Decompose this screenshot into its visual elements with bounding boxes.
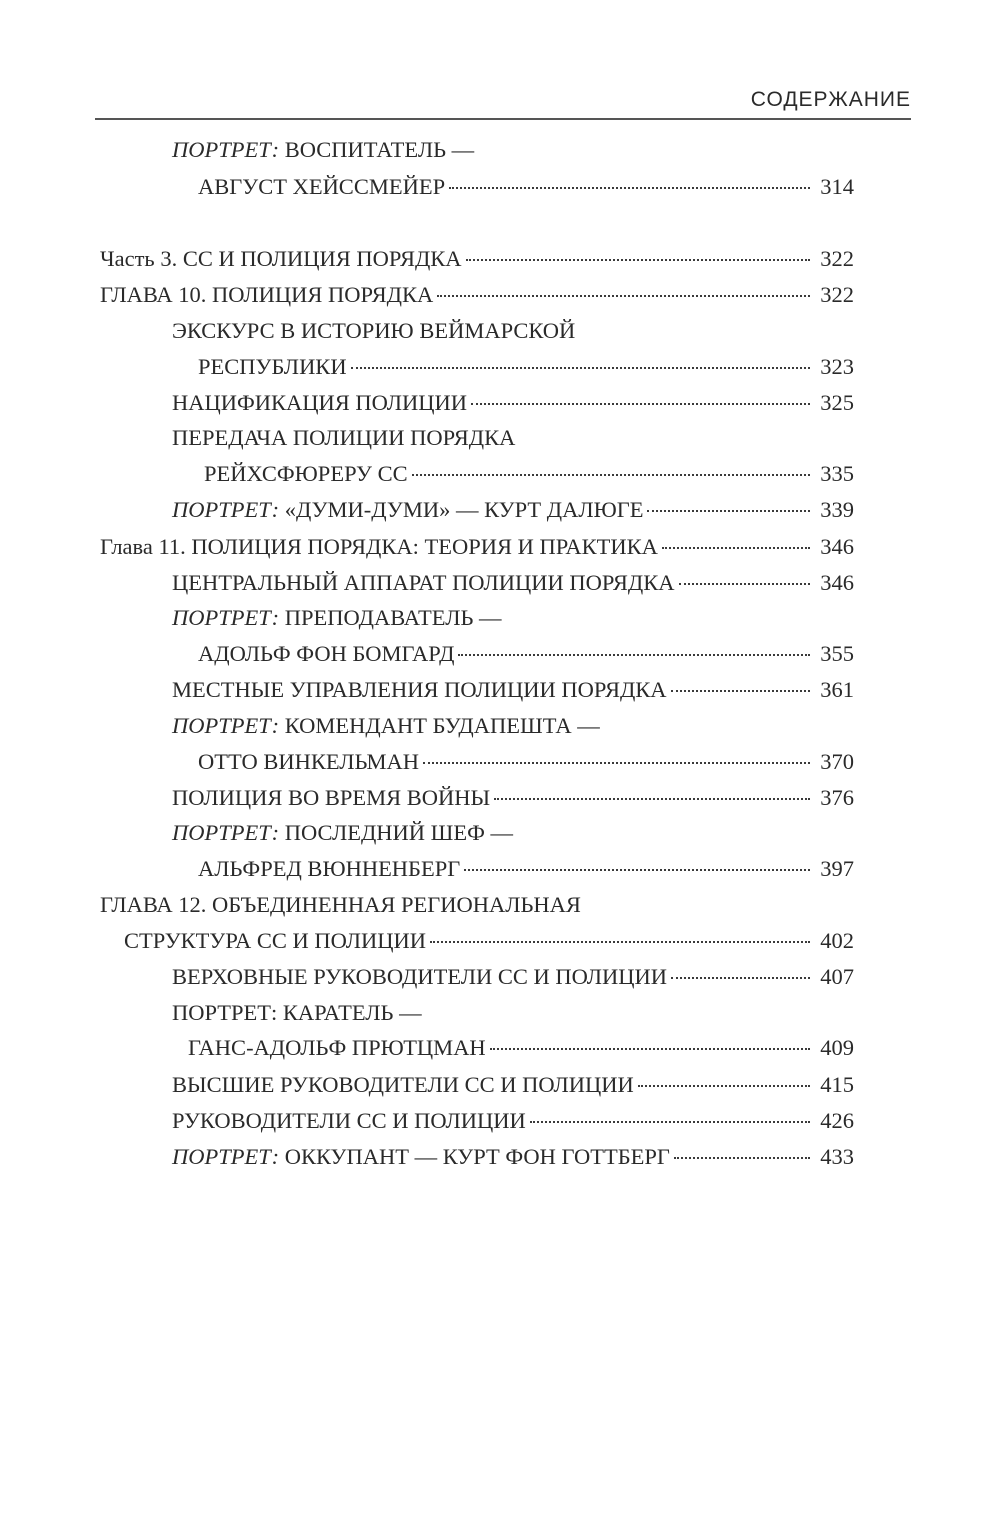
- toc-entry-title: РЕЙХСФЮРЕРУ СС: [204, 461, 408, 486]
- toc-entry: [0, 852, 854, 886]
- toc-entry-text: [124, 924, 426, 958]
- toc-entry-title: АДОЛЬФ ФОН БОМГАРД: [198, 641, 455, 666]
- toc-entry-title: АЛЬФРЕД ВЮННЕНБЕРГ: [198, 856, 461, 881]
- toc-entry-text: [198, 170, 445, 204]
- toc-entry-prefix: ПОРТРЕТ:: [172, 1144, 280, 1169]
- toc-entry-text: [172, 709, 600, 743]
- toc-entry: [0, 601, 854, 635]
- dot-leader: [466, 259, 810, 261]
- toc-entry-title: Глава 11. ПОЛИЦИЯ ПОРЯДКА: ТЕОРИЯ И ПРАКТИКА: [100, 534, 658, 559]
- toc-entry: [0, 673, 854, 707]
- toc-entry: [0, 781, 854, 815]
- dot-leader: [530, 1121, 810, 1123]
- dot-leader: [430, 941, 810, 943]
- toc-entry-text: [198, 745, 419, 779]
- toc-page-number: 415: [820, 1072, 854, 1097]
- toc-page-number: 346: [820, 570, 854, 595]
- toc-entry-text: [172, 421, 515, 455]
- toc-entry: [0, 816, 854, 850]
- toc-entry: [0, 170, 854, 204]
- running-header: СОДЕРЖАНИЕ: [750, 88, 911, 111]
- toc-entry: [0, 1140, 854, 1174]
- toc-entry-title: ПОЛИЦИЯ ВО ВРЕМЯ ВОЙНЫ: [172, 785, 491, 810]
- toc-entry-text: [172, 816, 513, 850]
- toc-entry-text: [172, 996, 422, 1030]
- toc-entry-title: ГЛАВА 12. ОБЪЕДИНЕННАЯ РЕГИОНАЛЬНАЯ: [100, 892, 581, 917]
- toc-entry: [0, 1104, 854, 1138]
- toc-entry-title: ОККУПАНТ — КУРТ ФОН ГОТТБЕРГ: [279, 1144, 670, 1169]
- toc-entry-text: [172, 566, 675, 600]
- toc-entry: [0, 1031, 854, 1065]
- dot-leader: [671, 690, 810, 692]
- toc-entry-text: [172, 133, 474, 167]
- toc-entry-title: ЭКСКУРС В ИСТОРИЮ ВЕЙМАРСКОЙ: [172, 318, 576, 343]
- toc-entry-text: [172, 314, 575, 348]
- dot-leader: [351, 367, 810, 369]
- toc-page-number: 376: [820, 785, 854, 810]
- toc-page-number: 361: [820, 677, 854, 702]
- toc-entry: [0, 242, 854, 276]
- toc-entry-text: [172, 1140, 670, 1174]
- toc-entry: [0, 888, 854, 922]
- toc-entry-title: ВОСПИТАТЕЛЬ —: [279, 137, 475, 162]
- toc-entry-text: [188, 1031, 486, 1065]
- toc-entry: [0, 996, 854, 1030]
- dot-leader: [490, 1048, 810, 1050]
- toc-page-number: 335: [820, 461, 854, 486]
- toc-entry-prefix: ПОРТРЕТ:: [172, 713, 280, 738]
- toc-entry: [0, 637, 854, 671]
- dot-leader: [674, 1157, 810, 1159]
- toc-entry: [0, 566, 854, 600]
- toc-entry-prefix: ПОРТРЕТ:: [172, 497, 280, 522]
- toc-page-number: 355: [820, 641, 854, 666]
- toc-entry-text: [172, 1104, 526, 1138]
- toc-page-number: 339: [820, 497, 854, 522]
- toc-entry-text: [198, 350, 347, 384]
- toc-entry-text: [198, 637, 454, 671]
- toc-page-number: 314: [820, 174, 854, 199]
- dot-leader: [671, 977, 810, 979]
- toc-entry-title: ОТТО ВИНКЕЛЬМАН: [198, 749, 420, 774]
- dot-leader: [464, 869, 810, 871]
- toc-page-number: 402: [820, 928, 854, 953]
- toc-entry-title: АВГУСТ ХЕЙССМЕЙЕР: [198, 174, 446, 199]
- toc-entry: [0, 493, 854, 527]
- dot-leader: [437, 295, 810, 297]
- toc-entry: [0, 386, 854, 420]
- toc-entry-title: ГАНС-АДОЛЬФ ПРЮТЦМАН: [188, 1035, 486, 1060]
- dot-leader: [662, 547, 810, 549]
- toc-entry-prefix: ПОРТРЕТ:: [172, 137, 280, 162]
- dot-leader: [449, 187, 810, 189]
- toc-entry-text: [172, 386, 467, 420]
- toc-entry-text: [172, 493, 643, 527]
- dot-leader: [494, 798, 810, 800]
- toc-entry: [0, 314, 854, 348]
- toc-entry-title: ПОСЛЕДНИЙ ШЕФ —: [279, 820, 514, 845]
- toc-entry-title: НАЦИФИКАЦИЯ ПОЛИЦИИ: [172, 390, 468, 415]
- toc-page-number: 409: [820, 1035, 854, 1060]
- toc-entry-title: РУКОВОДИТЕЛИ СС И ПОЛИЦИИ: [172, 1108, 526, 1133]
- toc-entry: [0, 133, 854, 167]
- dot-leader: [647, 510, 810, 512]
- toc-entry-text: [172, 601, 502, 635]
- toc-entry-title: ПРЕПОДАВАТЕЛЬ —: [279, 605, 502, 630]
- toc-entry: [0, 530, 854, 564]
- dot-leader: [471, 403, 810, 405]
- toc-entry: [0, 350, 854, 384]
- toc-entry-title: ВЫСШИЕ РУКОВОДИТЕЛИ СС И ПОЛИЦИИ: [172, 1072, 634, 1097]
- toc-entry-text: [172, 960, 667, 994]
- toc-page-number: 322: [820, 246, 854, 271]
- dot-leader: [679, 583, 810, 585]
- toc-entry-title: КОМЕНДАНТ БУДАПЕШТА —: [279, 713, 600, 738]
- toc-page-number: 322: [820, 282, 854, 307]
- toc-page-number: 325: [820, 390, 854, 415]
- toc-entry: [0, 421, 854, 455]
- toc-entry-title: РЕСПУБЛИКИ: [198, 354, 347, 379]
- toc-entry: [0, 960, 854, 994]
- toc-entry-text: [100, 530, 658, 564]
- toc-entry-text: [198, 852, 460, 886]
- toc-entry-text: [100, 278, 433, 312]
- toc-page-number: 323: [820, 354, 854, 379]
- dot-leader: [458, 654, 810, 656]
- toc-entry: [0, 1068, 854, 1102]
- toc-entry: [0, 278, 854, 312]
- toc-page-number: 370: [820, 749, 854, 774]
- toc-page-number: 433: [820, 1144, 854, 1169]
- dot-leader: [412, 474, 810, 476]
- toc-entry-text: [100, 242, 462, 276]
- toc-entry-title: Часть 3. СС И ПОЛИЦИЯ ПОРЯДКА: [100, 246, 462, 271]
- toc-page-number: 346: [820, 534, 854, 559]
- toc-entry-title: ГЛАВА 10. ПОЛИЦИЯ ПОРЯДКА: [100, 282, 434, 307]
- toc-entry-title: СТРУКТУРА СС И ПОЛИЦИИ: [124, 928, 426, 953]
- toc-page-number: 426: [820, 1108, 854, 1133]
- toc-entry-text: [172, 673, 667, 707]
- toc-entry-text: [100, 888, 581, 922]
- toc-entry: [0, 709, 854, 743]
- toc-page-number: 397: [820, 856, 854, 881]
- toc-entry-title: МЕСТНЫЕ УПРАВЛЕНИЯ ПОЛИЦИИ ПОРЯДКА: [172, 677, 667, 702]
- toc-entry-text: [172, 1068, 634, 1102]
- toc-page-number: 407: [820, 964, 854, 989]
- toc-entry-title: ВЕРХОВНЫЕ РУКОВОДИТЕЛИ СС И ПОЛИЦИИ: [172, 964, 668, 989]
- toc-entry-title: ПЕРЕДАЧА ПОЛИЦИИ ПОРЯДКА: [172, 425, 516, 450]
- toc-entry-title: «ДУМИ-ДУМИ» — КУРТ ДАЛЮГЕ: [279, 497, 644, 522]
- toc-entry-title: ПОРТРЕТ: КАРАТЕЛЬ —: [172, 1000, 422, 1025]
- toc-entry-title: ЦЕНТРАЛЬНЫЙ АППАРАТ ПОЛИЦИИ ПОРЯДКА: [172, 570, 675, 595]
- toc-entry: [0, 457, 854, 491]
- toc-entry-prefix: ПОРТРЕТ:: [172, 605, 280, 630]
- dot-leader: [423, 762, 810, 764]
- dot-leader: [638, 1085, 810, 1087]
- toc-entry-text: [204, 457, 408, 491]
- toc-entry: [0, 924, 854, 958]
- header-rule: [95, 118, 911, 120]
- toc-entry: [0, 745, 854, 779]
- toc-entry-prefix: ПОРТРЕТ:: [172, 820, 280, 845]
- toc-entry-text: [172, 781, 490, 815]
